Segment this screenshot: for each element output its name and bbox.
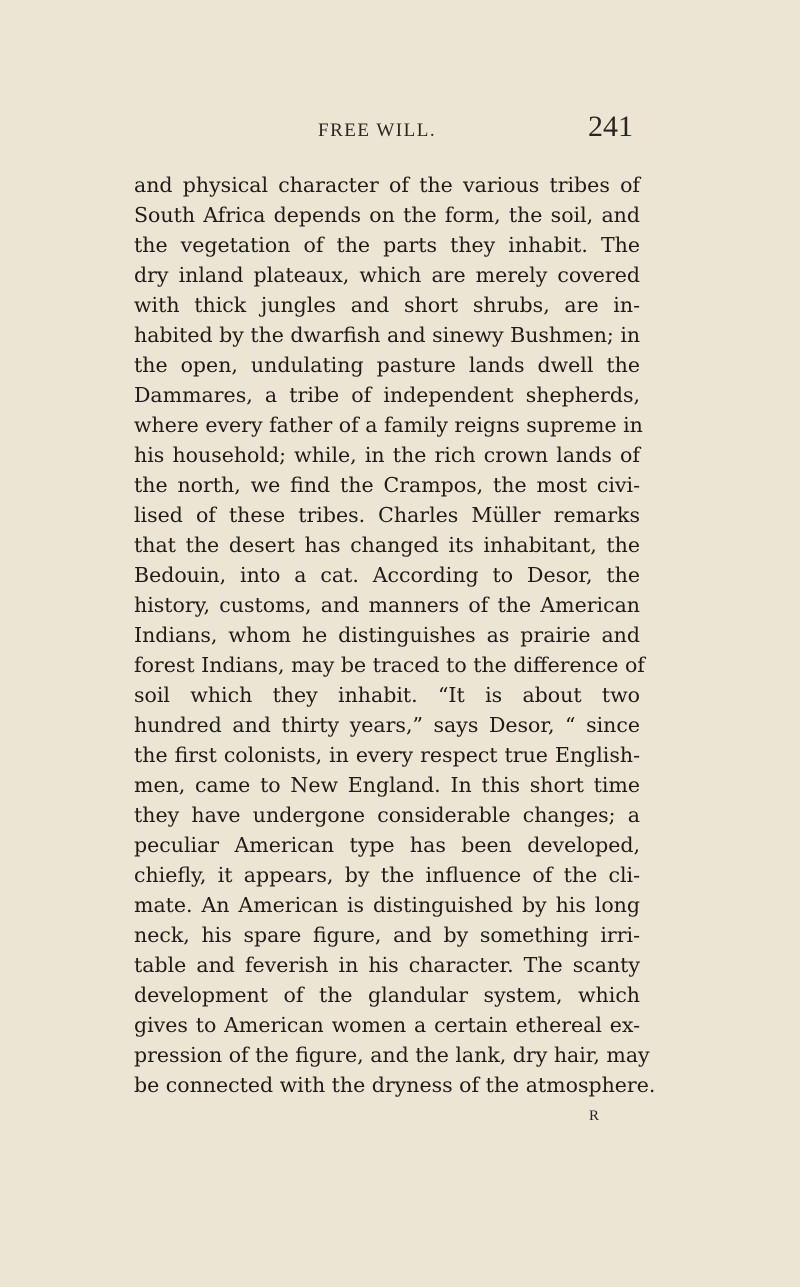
text-line: development of the glandular system, which [134, 983, 640, 1007]
text-line: they have undergone considerable changes; a [134, 803, 640, 827]
running-head [0, 110, 800, 150]
text-line: be connected with the dryness of the atmosphere. [134, 1073, 656, 1097]
text-line: South Africa depends on the form, the soil, and [134, 203, 640, 227]
text-line: men, came to New England. In this short time [134, 773, 640, 797]
text-line: his household; while, in the rich crown lands of [134, 443, 640, 467]
text-line: neck, his spare figure, and by something irri- [134, 923, 640, 947]
text-line: habited by the dwarfish and sinewy Bushmen; in [134, 323, 641, 347]
text-line: and physical character of the various tribes of [134, 173, 640, 197]
text-line: the open, undulating pasture lands dwell the [134, 353, 640, 377]
text-line: the first colonists, in every respect true English- [134, 743, 640, 767]
running-title: FREE WILL. [318, 120, 437, 141]
text-line: forest Indians, may be traced to the difference of [134, 653, 645, 677]
text-line: soil which they inhabit. “It is about two [134, 683, 640, 707]
text-line: history, customs, and manners of the American [134, 593, 640, 617]
text-line: peculiar American type has been developed, [134, 833, 640, 857]
text-line: pression of the figure, and the lank, dry hair, may [134, 1043, 650, 1067]
signature-mark: R [589, 1108, 600, 1124]
text-line: that the desert has changed its inhabitant, the [134, 533, 640, 557]
text-line: mate. An American is distinguished by his long [134, 893, 640, 917]
text-line: chiefly, it appears, by the influence of the cli- [134, 863, 640, 887]
text-line: table and feverish in his character. The scanty [134, 953, 640, 977]
page-number: 241 [588, 110, 633, 143]
text-line: lised of these tribes. Charles Müller remarks [134, 503, 640, 527]
text-line: Bedouin, into a cat. According to Desor, the [134, 563, 640, 587]
text-line: Dammares, a tribe of independent shepherds, [134, 383, 640, 407]
text-line: with thick jungles and short shrubs, are in- [134, 293, 640, 317]
text-line: Indians, whom he distinguishes as prairie and [134, 623, 640, 647]
text-line: dry inland plateaux, which are merely covered [134, 263, 640, 287]
text-line: hundred and thirty years,” says Desor, “ since [134, 713, 640, 737]
text-line: gives to American women a certain ethereal ex- [134, 1013, 640, 1037]
text-line: the vegetation of the parts they inhabit. The [134, 233, 640, 257]
text-line: where every father of a family reigns supreme in [134, 413, 643, 437]
text-line: the north, we find the Crampos, the most civi- [134, 473, 640, 497]
